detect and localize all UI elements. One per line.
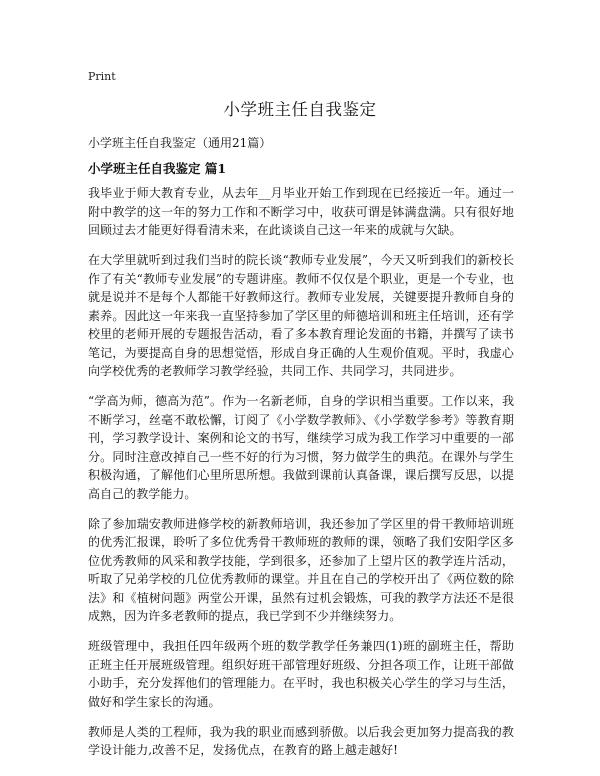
paragraph: 教师是人类的工程师，我为我的职业而感到骄傲。以后我会更加努力提高我的教学设计能力,改善不足，发扬优点，在教育的路上越走越好!	[88, 724, 514, 757]
section-heading: 小学班主任自我鉴定 篇1	[88, 161, 227, 176]
document-title: 小学班主任自我鉴定	[223, 100, 377, 119]
article-body	[88, 184, 514, 771]
paragraph: 在大学里就听到过我们当时的院长谈“教师专业发展”，今天又听到我们的新校长作了有关“教师专业发展”的专题讲座。教师不仅仅是个职业，更是一个专业，也就是说并不是每个人都能干好教师这行。教师专业发展，关键要提升教师自身的素养。因此这一年来我一直坚持参加了学区里的师德培训和班主任培训，还有学校里的老师开展的专题报告活动，看了多本教育理论发面的书籍，并撰写了读书笔记，为要提高自身的思想觉悟，形成自身正确的人生观价值观。平时，我虚心向学校优秀的老教师学习教学经验，共同工作、共同学习，共同进步。	[88, 253, 514, 378]
paragraph: 我毕业于师大教育专业，从去年__月毕业开始工作到现在已经接近一年。通过一附中教学的这一年的努力工作和不断学习中，收获可谓是钵满盘满。只有很好地回顾过去才能更好得看清未来，在此谈谈自己这一年来的成就与欠缺。	[88, 186, 514, 237]
print-label: Print	[88, 70, 116, 83]
paragraph: “学高为师，德高为范”。作为一名新老师，自身的学识相当重要。工作以来，我不断学习，丝毫不敢松懈，订阅了《小学数学教师》、《小学数学参考》等教育期刊，学习教学设计、案例和论文的书写，继续学习成为我工作学习中重要的一部分。同时注意改掉自己一些不好的行为习惯，努力做学生的典范。在课外与学生积极沟通，了解他们心里所思所想。我做到课前认真备课，课后撰写反思，以提高自己的教学能力。	[88, 394, 514, 501]
paragraph: 班级管理中，我担任四年级两个班的数学教学任务兼四(1)班的副班主任，帮助正班主任开展班级管理。组织好班干部管理好班级、分担各项工作，让班干部做小助手，充分发挥他们的管理能力。在平时，我也积极关心学生的学习与生活，做好和学生家长的沟通。	[88, 639, 514, 709]
paragraph: 除了参加瑞安教师进修学校的新教师培训，我还参加了学区里的骨干教师培训班的优秀汇报课，聆听了多位优秀骨干教师班的教师的课，领略了我们安阳学区多位优秀教师的风采和教学技能，学到很多，还参加了上望片区的教学连片活动，听取了兄弟学校的几位优秀教师的课堂。并且在自己的学校开出了《两位数的除法》和《植树问题》两堂公开课，虽然有过机会锻炼，可我的教学方法还不是很成熟，因为许多老教师的提点，我已学到不少并继续努力。	[88, 516, 514, 623]
document-subtitle: 小学班主任自我鉴定（通用21篇）	[88, 136, 272, 150]
